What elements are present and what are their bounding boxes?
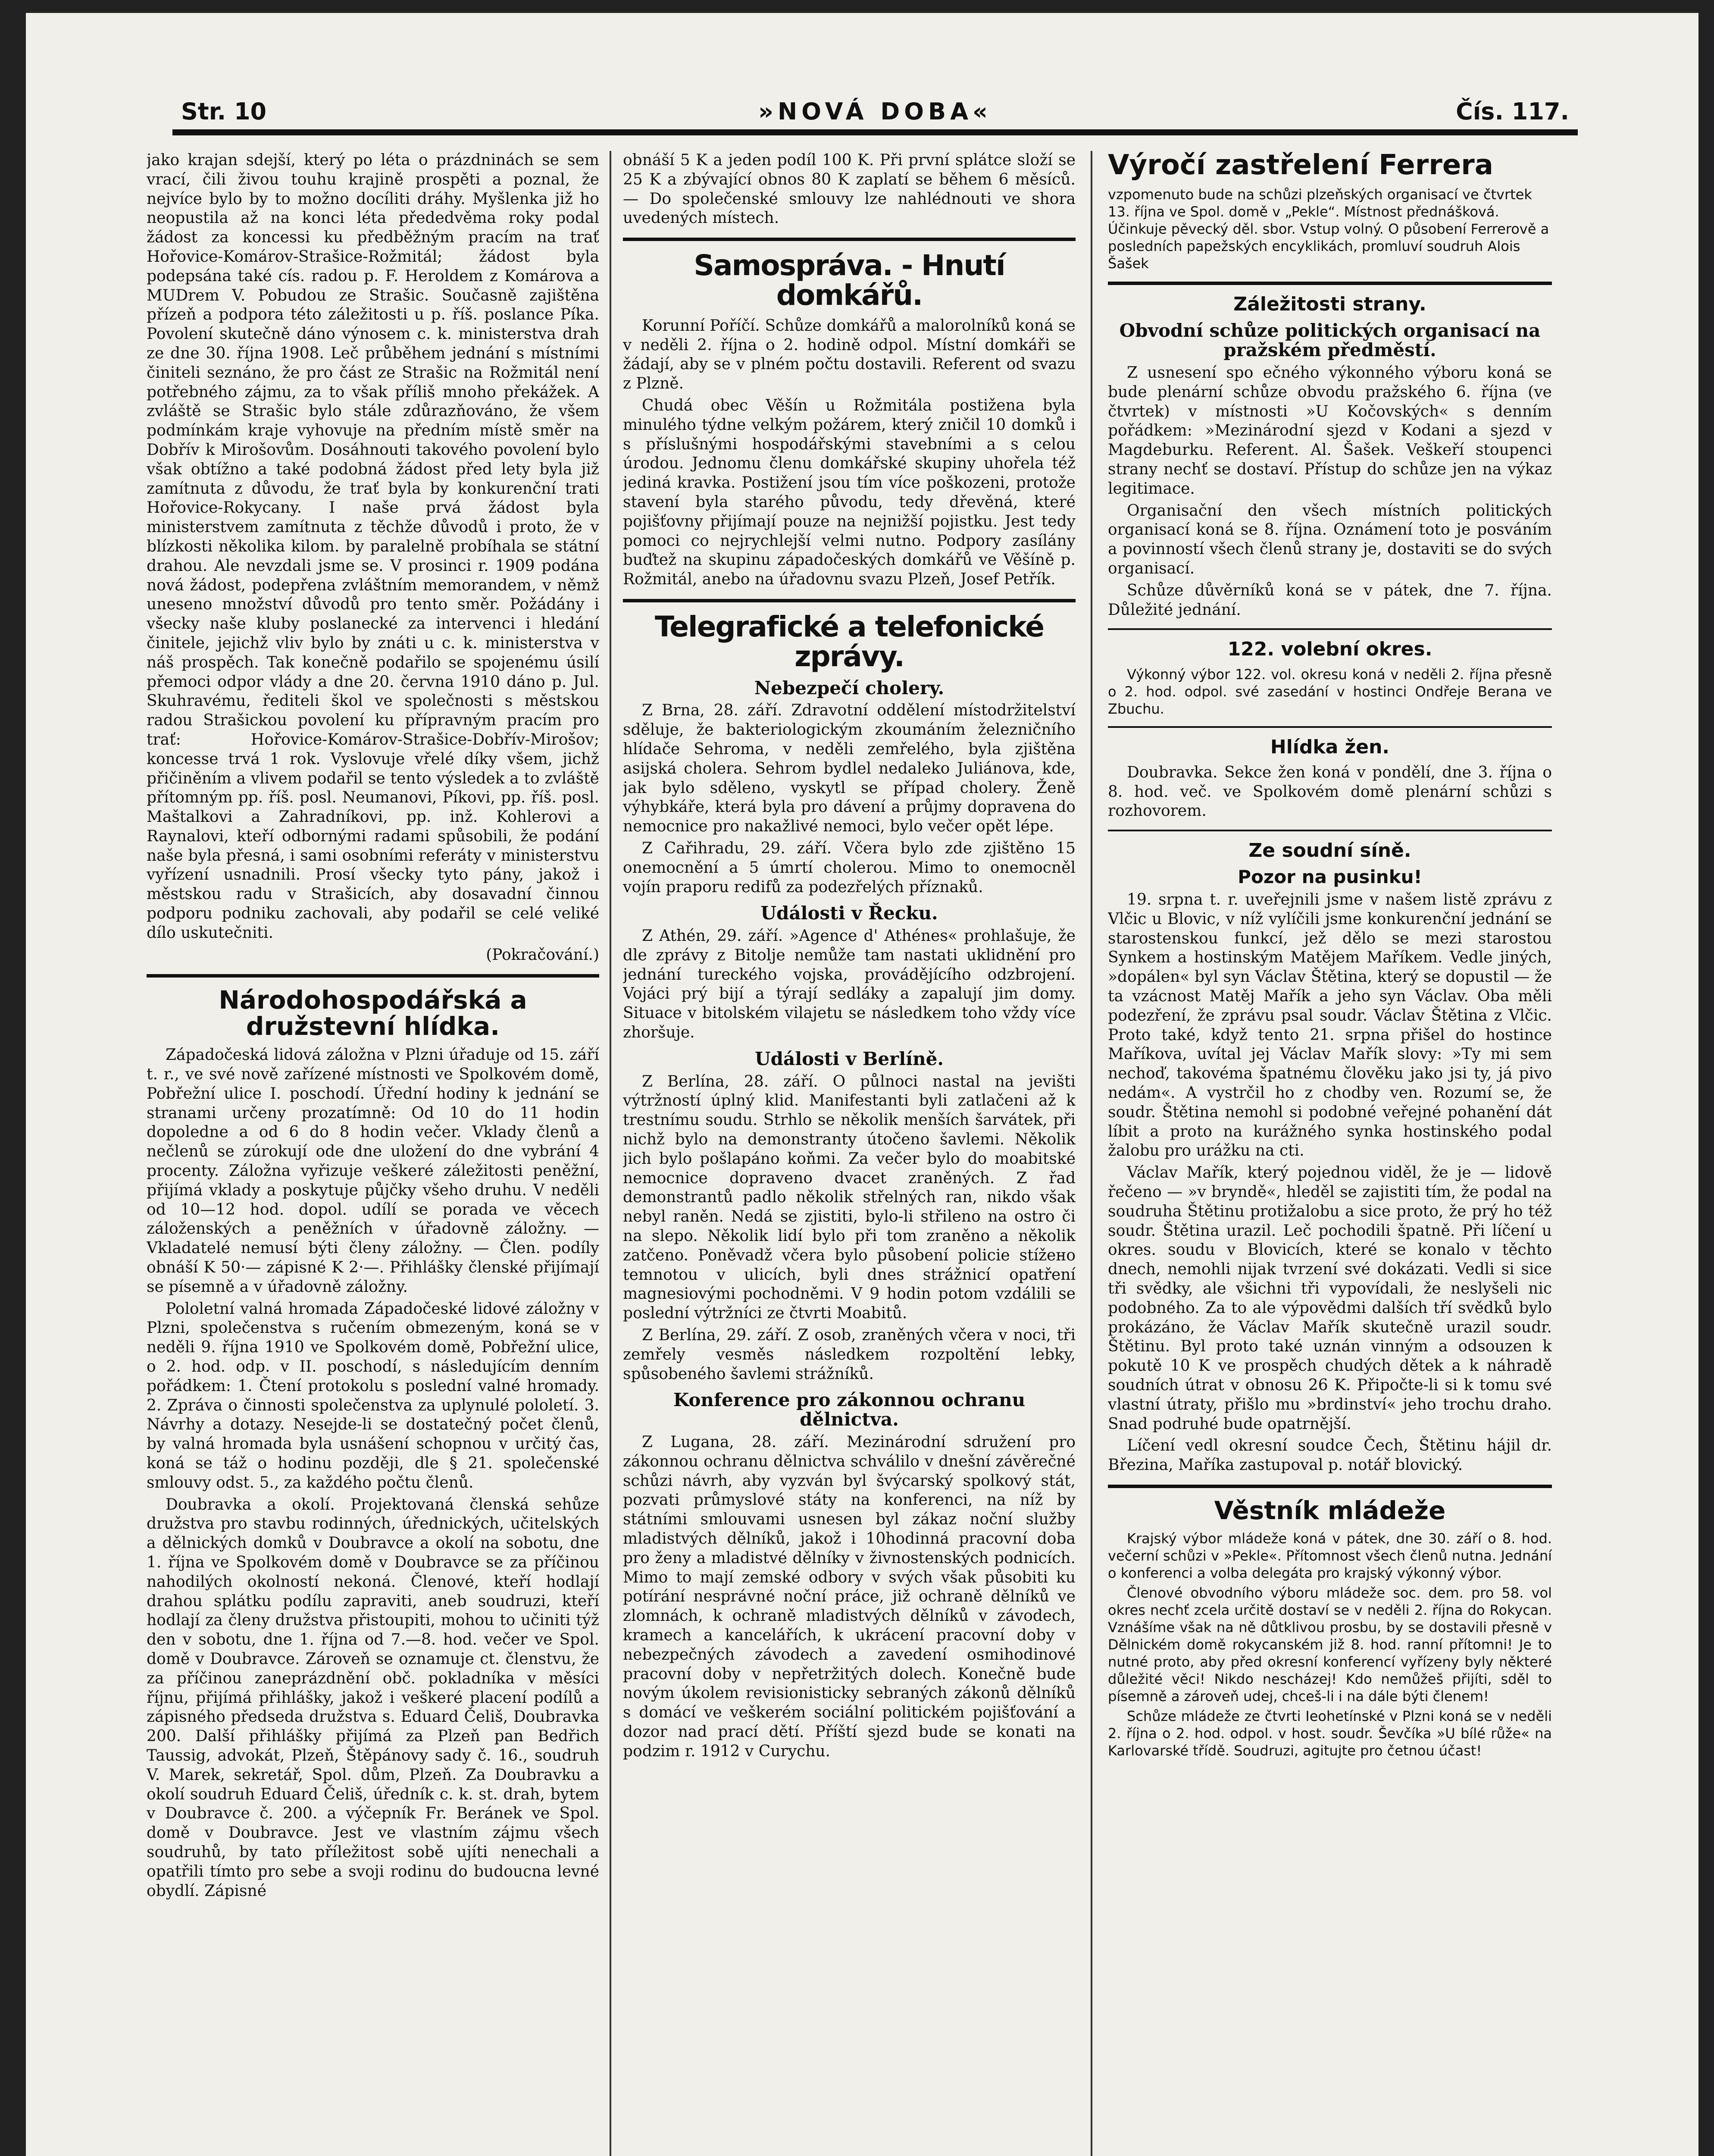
divider: [1108, 628, 1552, 630]
masthead-title: »NOVÁ DOBA«: [758, 98, 992, 125]
divider: [623, 238, 1076, 241]
article-doubravka: Doubravka a okolí. Projektovaná členská sehůze družstva pro stavbu rodinných, úřednických, učitelských a dělnických domků v Doubravce a okolí na sobotu, dne 1. října ve Spolkovém domě v Doubravce se za příčinou nahodilých okolností nekoná. Členové, kteří hodlají drahou splátku podílu zapraviti, aneb soudruzi, kteří hodlají za členy družstva přistoupiti, mohou to učiniti týž den v sobotu, dne 1. října od 7.—8. hod. večer ve Spol. domě v Doubravce. Zároveň se oznamuje ct. členstvu, že za příčinou zaneprázdnění obč. pokladníka v měsíci říjnu, přijímá přihlášky, jakož i veškeré placení podílů a zápisného předseda družstva s. Eduard Čeliš, Doubravka 200. Další přihlášky přijímá za Plzeň pan Bedřich Taussig, advokát, Plzeň, Štěpánovy sady č. 16., soudruh V. Marek, sekretář, Spol. dům, Plzeň. Za Doubravku a okolí soudruh Eduard Čeliš, úředník c. k. st. drah, bytem v Doubravce č. 200. a výčepník Fr. Beránek ve Spol. domě v Doubravce. Jest ve vlastním zájmu všech soudruhů, by tato příležitost sobě ujíti nenechali a opatřili tímto pro sebe a svoji rodinu do budoucna levné obydlí. Zápisné: [147, 1495, 599, 1900]
article-court-3: Líčení vedl okresní soudce Čech, Štětinu hájil dr. Březina, Maříka zastupoval p. notář blovický.: [1108, 1437, 1552, 1474]
article-lugano: Z Lugana, 28. září. Mezinárodní sdružení pro zákonnou ochranu dělnictva schválilo v dnešní závěrečné schůzi návrh, aby vyzván byl švýcarský spolkový stát, pozvati průmyslové státy na konferenci, na níž by státními smlouvami usnesen byl zákaz noční služby mladistvých dělníků, jakož i 10hodinná pracovní doba pro ženy a mladistvé dělníky v živnostenských podnicích. Mimo to mají zemské odbory v svých však působiti ku potírání nesprávné noční práce, již ochraně dělníků ve zlomnách, k ochraně mladistvých dělníků v závodech, kramech a kancelářích, k ukrácení pracovní doby v nebezpečných závodech a zavedení osmihodinové pracovní doby v nepřetržitých dolech. Konečně bude novým úkolem revisionisticky sebraných zákonů dělníků s domácí ve veškerém sociální politickém pojišťování a dozor nad prací dětí. Příští sjezd bude se konati na podzim r. 1912 v Curychu.: [623, 1433, 1076, 1760]
divider: [1108, 1485, 1552, 1488]
section-heading-court: Ze soudní síně.: [1248, 840, 1411, 862]
page-header: [172, 78, 1578, 135]
section-heading-district-122: 122. volební okres.: [1227, 638, 1433, 661]
column-3: [1108, 151, 1552, 2156]
issue-number: Čís. 117.: [1456, 98, 1569, 125]
article-carihrad: Z Cařihradu, 29. září. Včera bylo zde zjištěno 15 onemocnění a 5 úmrtí cholerou. Mimo to onemocněl vojín praporu redifů za podezřelých příznaků.: [623, 839, 1076, 896]
ferrer-announcement-text: vzpomenuto bude na schůzi plzeňských organisací ve čtvrtek 13. října ve Spol. domě v „Pekle“. Místnost přednášková. Účinkuje pěvecký děl. sbor. Vstup volný. O působení Ferrerově a posledních papežských encyklikách, promluví soudruh Alois Šašek: [1108, 186, 1549, 272]
section-heading-youth: Věstník mládeže: [1214, 1495, 1446, 1525]
article-berlin-2: Z Berlína, 29. září. Z osob, zraněných včera v noci, tři zemřely vesměs následkem rozpoltění lebky, spůsobeného šavlemi strážníků.: [623, 1326, 1076, 1383]
subheading-berlin: Události v Berlíně.: [755, 1048, 944, 1069]
divider: [623, 599, 1076, 602]
subheading-court: Pozor na pusinku!: [1238, 866, 1422, 888]
section-heading-telegraph: Telegrafické a telefonické zprávy.: [655, 610, 1044, 674]
continued-note: (Pokračování.): [486, 946, 599, 964]
newspaper-page: [26, 13, 1698, 2156]
article-brno: Z Brna, 28. září. Zdravotní oddělení místodržitelství sděluje, že bakteriologickým zkoumáním železničního hlídače Sehroma, v neděli zemřelého, byla zjištěna asijská cholera. Sehrom bydlel nedaleko Juliánova, kde, jak bylo sděleno, vyskytl se případ cholery. Ženě výhybkáře, která byla pro dávení a průjmy dopravena do nemocnice pro nakažlivé nemoci, bylo večer opět lépe.: [623, 702, 1076, 836]
ferrer-announcement-title: Výročí zastřelení Ferrera: [1108, 151, 1493, 181]
subheading-greece: Události v Řecku.: [760, 903, 938, 924]
article-korunni-porici: Korunní Poříčí. Schůze domkářů a malorolníků koná se v neděli 2. října o 2. hodině odpol. Místní domkáři se žádají, aby se v plném počtu dostavili. Referent od svazu z Plzně.: [623, 317, 1076, 393]
article-district-meeting: Z usnesení spo ečného výkonného výboru koná se bude plenární schůze obvodu pražského 6. října (ve čtvrtek) v místnosti »U Kočovských« s denním pořádkem: »Mezinárodní sjezd v Kodani a sjezd v Magdeburku. Referent. Al. Šašek. Veškeří stoupenci strany nechť se dostaví. Přístup do schůze jen na výkaz legitimace.: [1108, 364, 1552, 498]
article-zalozna: Západočeská lidová záložna v Plzni úřaduje od 15. září t. r., ve své nově zařízené místnosti ve Spolkovém domě, Pobřežní ulice I. poschodí. Úřední hodiny k jednání se stranami určeny prozatímně: Od 10 do 11 hodin dopoledne a od 6 do 8 hodin večer. Vklady členů a nečlenů se zúrokují ode dne uložení do dne vybrání 4 procenty. Záložna vyřizuje veškeré záležitosti peněžní, přijímá vklady a poskytuje půjčky všeho druhu. V neděli od 10—12 hod. dopol. udílí se porada ve věcech záloženských a peněžních v úřadovně záložny. — Vkladatelé nemusí býti členy záložny. — Člen. podíly obnáší K 50·— zápisné K 2·—. Přihlášky členské přijímají se písemně a v úřadovně záložny.: [147, 1046, 599, 1296]
section-heading-economy: Národohospodářská a družstevní hlídka.: [219, 985, 527, 1041]
article-youth-2: Členové obvodního výboru mládeže soc. dem. pro 58. vol okres nechť zcela určitě dostaví se v neděli 2. října do Rokycan. Vznášíme však na ně důtklivou prosbu, by se dostavili přesně v Dělnickém domě rokycanském již 8. hod. ranní přítomni! Je to nutné proto, aby před okresní konferencí vyřízeny byly některé důležité věci! Nikdo nescházej! Kdo nemůžeš přijíti, sděl to písemně a zároveň udej, chceš-li i na dále býti členem!: [1108, 1584, 1552, 1705]
divider: [1108, 282, 1552, 285]
article-court-2: Václav Mařík, který pojednou viděl, že je — lidově řečeno — »v bryndě«, hleděl se zajistiti tím, že podal na soudruha Štětinu protižalobu a sice proto, že prý ho též soudr. Štětina urazil. Leč pochodili špatně. Při líčení u okres. soudu v Blovicích, které se konalo v těchto dnech, nemohli nijak tvrzení své dokázati. Vedli si sice tři svědky, ale všichni tři vypovídali, že neslyšeli nic podobného. Za to ale výpovědmi dalších tří svědků bylo prokázáno, že Václav Mařík skutečně urazil soudr. Štětinu. Byl proto také uznán vinným a odsouzen k pokutě 10 K ve prospěch chudých dětek a k náhradě soudních útrat v obnosu 26 K. Připočte-li si k tomu své vlastní útraty, přišlo mu »brdinství« jeho trochu draho. Snad podruhé bude opatrnější.: [1108, 1164, 1552, 1433]
article-trustees: Schůze důvěrníků koná se v pátek, dne 7. října. Důležité jednání.: [1108, 581, 1552, 619]
article-court-1: 19. srpna t. r. uveřejnili jsme v našem listě zprávu z Vlčic u Blovic, v níž vylíčili jsme konkurenční jednání se starostenskou funkcí, jež dělo se mezi starostou Synkem a hostinským Matějem Maříkem. Vedle jiných, »dopálen« byl syn Václav Štětina, který se dopustil — že ta vzácnost Matěj Mařík a jeho syn Václav. Oba měli podezření, že zprávu psal soudr. Václav Štětina z Vlčic. Proto také, když tento 21. srpna přišel do hostince Maříkova, uvítal jej Václav Mařík slovy: »Ty mi sem nechoď, takovéma špatnému člověku jako jsi ty, já pivo nedám«. A vystrčil ho z chodby ven. Rozumí se, že soudr. Štětina nemohl si podobné veřejné pohanění dát líbit a proto na kurážného synka hostinského podal žalobu pro urážku na cti.: [1108, 891, 1552, 1160]
column-1: [147, 151, 599, 2156]
article-continuation: obnáší 5 K a jeden podíl 100 K. Při první splátce složí se 25 K a zbývající obnos 80 K zaplatí se během 6 měsíců. — Do společenské smlouvy lze nahlédnouti ve shora uvedených místech.: [623, 151, 1076, 227]
divider: [1108, 726, 1552, 728]
divider: [1108, 830, 1552, 831]
article-organisation-day: Organisační den všech místních politických organisací koná se 8. října. Oznámení toto je posváním a povinností všech členů strany je, dostaviti se do svých organisací.: [1108, 501, 1552, 577]
article-athens: Z Athén, 29. září. »Agence d' Athénes« prohlašuje, že dle zprávy z Bitolje nemůže tam nastati uklidnění pro jednání tureckého vojska, provádějícího odzbrojení. Vojáci prý bijí a týrají sedláky a zapalují jim domy. Situace v bitolském vilajetu se následkem toho vždy více zhoršuje.: [623, 927, 1076, 1042]
article-district-122: Výkonný výbor 122. vol. okresu koná v neděli 2. října přesně o 2. hod. odpol. své zasedání v hostinci Ondřeje Berana ve Zbuchu.: [1108, 666, 1552, 717]
column-divider: [610, 151, 611, 2156]
section-heading-women: Hlídka žen.: [1270, 736, 1390, 758]
subheading-conference: Konference pro zákonnou ochranu dělnictva.: [673, 1389, 1026, 1430]
subheading-cholera: Nebezpečí cholery.: [754, 677, 945, 699]
article-vesin: Chudá obec Věšín u Rožmitála postižena byla minulého týdne velkým požárem, který zničil 10 domků i s příslušnými hospodářskými stavebními a s celou úrodou. Jednomu členu domkářské skupiny uhořela též jediná kravka. Postižení jsou tím více poškozeni, protože stavení byla starého původu, tedy dřevěná, které pojišťovny přijímají pouze na nejnižší pojistku. Jest tedy pomoci co nejrychlejší velmi nutno. Podpory zasílány buďtež na skupinu západočeských domkářů ve Věšíně p. Rožmitál, anebo na úřadovnu svazu Plzeň, Josef Petřík.: [623, 396, 1076, 589]
article-berlin-1: Z Berlína, 28. září. O půlnoci nastal na jevišti výtržností úplný klid. Manifestanti byli zatlačeni až k trestnímu soudu. Strhlo se několik menších šarvátek, při nichž bylo na demonstranty útočeno šavlemi. Několik jich bylo pošlapáno koňmi. Za večer bylo do moabitské nemocnice dopraveno dvacet zraněných. Z řad demonstrantů padlo několik střelných ran, nikdo však nebyl raněn. Nedá se zjistiti, bylo-li střileno na ostro či na slepo. Několik lidí bylo při tom zraněno a několik zatčeno. Poněvadž včera bylo působení policie stížено temnotou v ulicích, byli dnes strážnicí opatření magnesiovými pochodněmi. V 9 hodin potom vzdálili se poslední výtržníci ze čtvrti Moabitů.: [623, 1072, 1076, 1322]
railway-article: jako krajan sdejší, který po léta o prázdninách se sem vrací, čili živou touhu krajině prospěti a poznal, že nejvíce bylo by to možno docíliti dráhy. Myšlenka již ho neopustila až na konci léta přededvěma roky podal žádost za koncessi ku předběžným pracím na trať Hořovice-Komárov-Strašice-Rožmitál; žádost byla podepsána také cís. radou p. F. Heroldem z Komárova a MUDrem V. Pobudou ze Strašic. Současně zajištěna přízeň a podpora této záležitosti u p. říš. poslance Píka. Povolení skutečně dáno výnosem c. k. ministerstva drah ze dne 30. října 1908. Leč průběhem jednání s místními činiteli seznáno, že pro část ze Strašic na Rožmitál není potřebného zájmu, za to však příliš mnoho překážek. A zvláště se Strašic bylo stále zdůrazňováno, že všem podmínkám kraje vyhovuje na předním místě směr na Dobřív k Mirošovům. Dosáhnouti takového povolení bylo však obtížno a také podobná žádost před lety byla již zamítnuta z důvodu, že trať byla by konkurenční trati Hořovice-Rokycany. I naše prvá žádost byla ministerstvem zamítnuta z těchže důvodů i proto, že v blízkosti několika kilom. by paralelně probíhala se státní drahou. Ale nevzdali jsme se. V prosinci r. 1909 podána nová žádost, podepřena zvláštním memorandem, v němž uneseno množství důvodů pro tento směr. Požádány i všecky naše kluby poslanecké za intervenci i hledání činitele, jejichž vliv bylo by znáti u c. k. ministerstva v náš prospěch. Tak konečně podařilo se spojenému úsilí přemoci odpor vlády a dne 20. června 1910 dáno p. Jul. Skuhravému, řediteli škol ve společnosti s městskou radou Strašickou povolení ku přípravným pracím pro trať: Hořovice-Komárov-Strašice-Dobřív-Mirošov; koncesse trvá 1 rok. Vyslovuje vřelé díky všem, jichž přičiněním a vlivem podařil se tento výsledek a to zvláště přítomným pp. říš. posl. Neumanovi, Píkovi, pp. říš. posl. Maštalkovi a Zahradníkovi, pp. inž. Kohlerovi a Raynalovi, kteří odbornými radami spůsobili, že podání naše byla přesná, i sami osobními referáty v ministerstvu vyřízení usnadnili. Prosí všecky tyto pány, jakož i městskou radu v Strašicích, aby dosavadní činnou podporu podniku zachovali, aby podařil se celé veliké dílo uskutečniti.: [147, 151, 599, 942]
subheading-district-meeting: Obvodní schůze politických organisací na pražském předměstí.: [1119, 320, 1541, 361]
column-2: [623, 151, 1076, 2156]
article-youth-1: Krajský výbor mládeže koná v pátek, dne 30. září o 8. hod. večerní schůzi v »Pekle«. Přítomnost všech členů nutna. Jednání o konferenci a volba delegáta pro krajský výkonný výbor.: [1108, 1530, 1552, 1581]
page-number: Str. 10: [181, 98, 267, 125]
section-heading-party: Záležitosti strany.: [1233, 293, 1426, 316]
divider: [147, 974, 599, 978]
article-valna-hromada: Pololetní valná hromada Západočeské lidové záložny v Plzni, společenstva s ručením obmezeným, koná se v neděli 9. října 1910 ve Spolkovém domě, Pobřežní ulice, o 2. hod. odp. v II. poschodí, s následujícím denním pořádkem: 1. Čtení protokolu s poslední valné hromady. 2. Zpráva o činnosti společenstva za uplynulé pololetí. 3. Návrhy a dotazy. Nesejde-li se dostatečný počet členů, by valná hromada byla usnášení schopnou v určitý čas, koná se táž o hodinu později, dle § 21. společenské smlouvy odst. 5., za každého počtu členů.: [147, 1300, 599, 1492]
article-women: Doubravka. Sekce žen koná v pondělí, dne 3. října o 8. hod. več. ve Spolkovém domě plenární schůzi s rozhovorem.: [1108, 763, 1552, 820]
article-youth-3: Schůze mládeže ze čtvrti Ieohetínské v Plzni koná se v neděli 2. října o 2. hod. odpol. v host. soudr. Ševčíka »U bílé růže« na Karlovarské třídě. Soudruzi, agitujte pro četnou účast!: [1108, 1708, 1552, 1759]
column-divider: [1091, 151, 1092, 2156]
section-heading-samosprava: Samospráva. - Hnutí domkářů.: [694, 249, 1005, 312]
